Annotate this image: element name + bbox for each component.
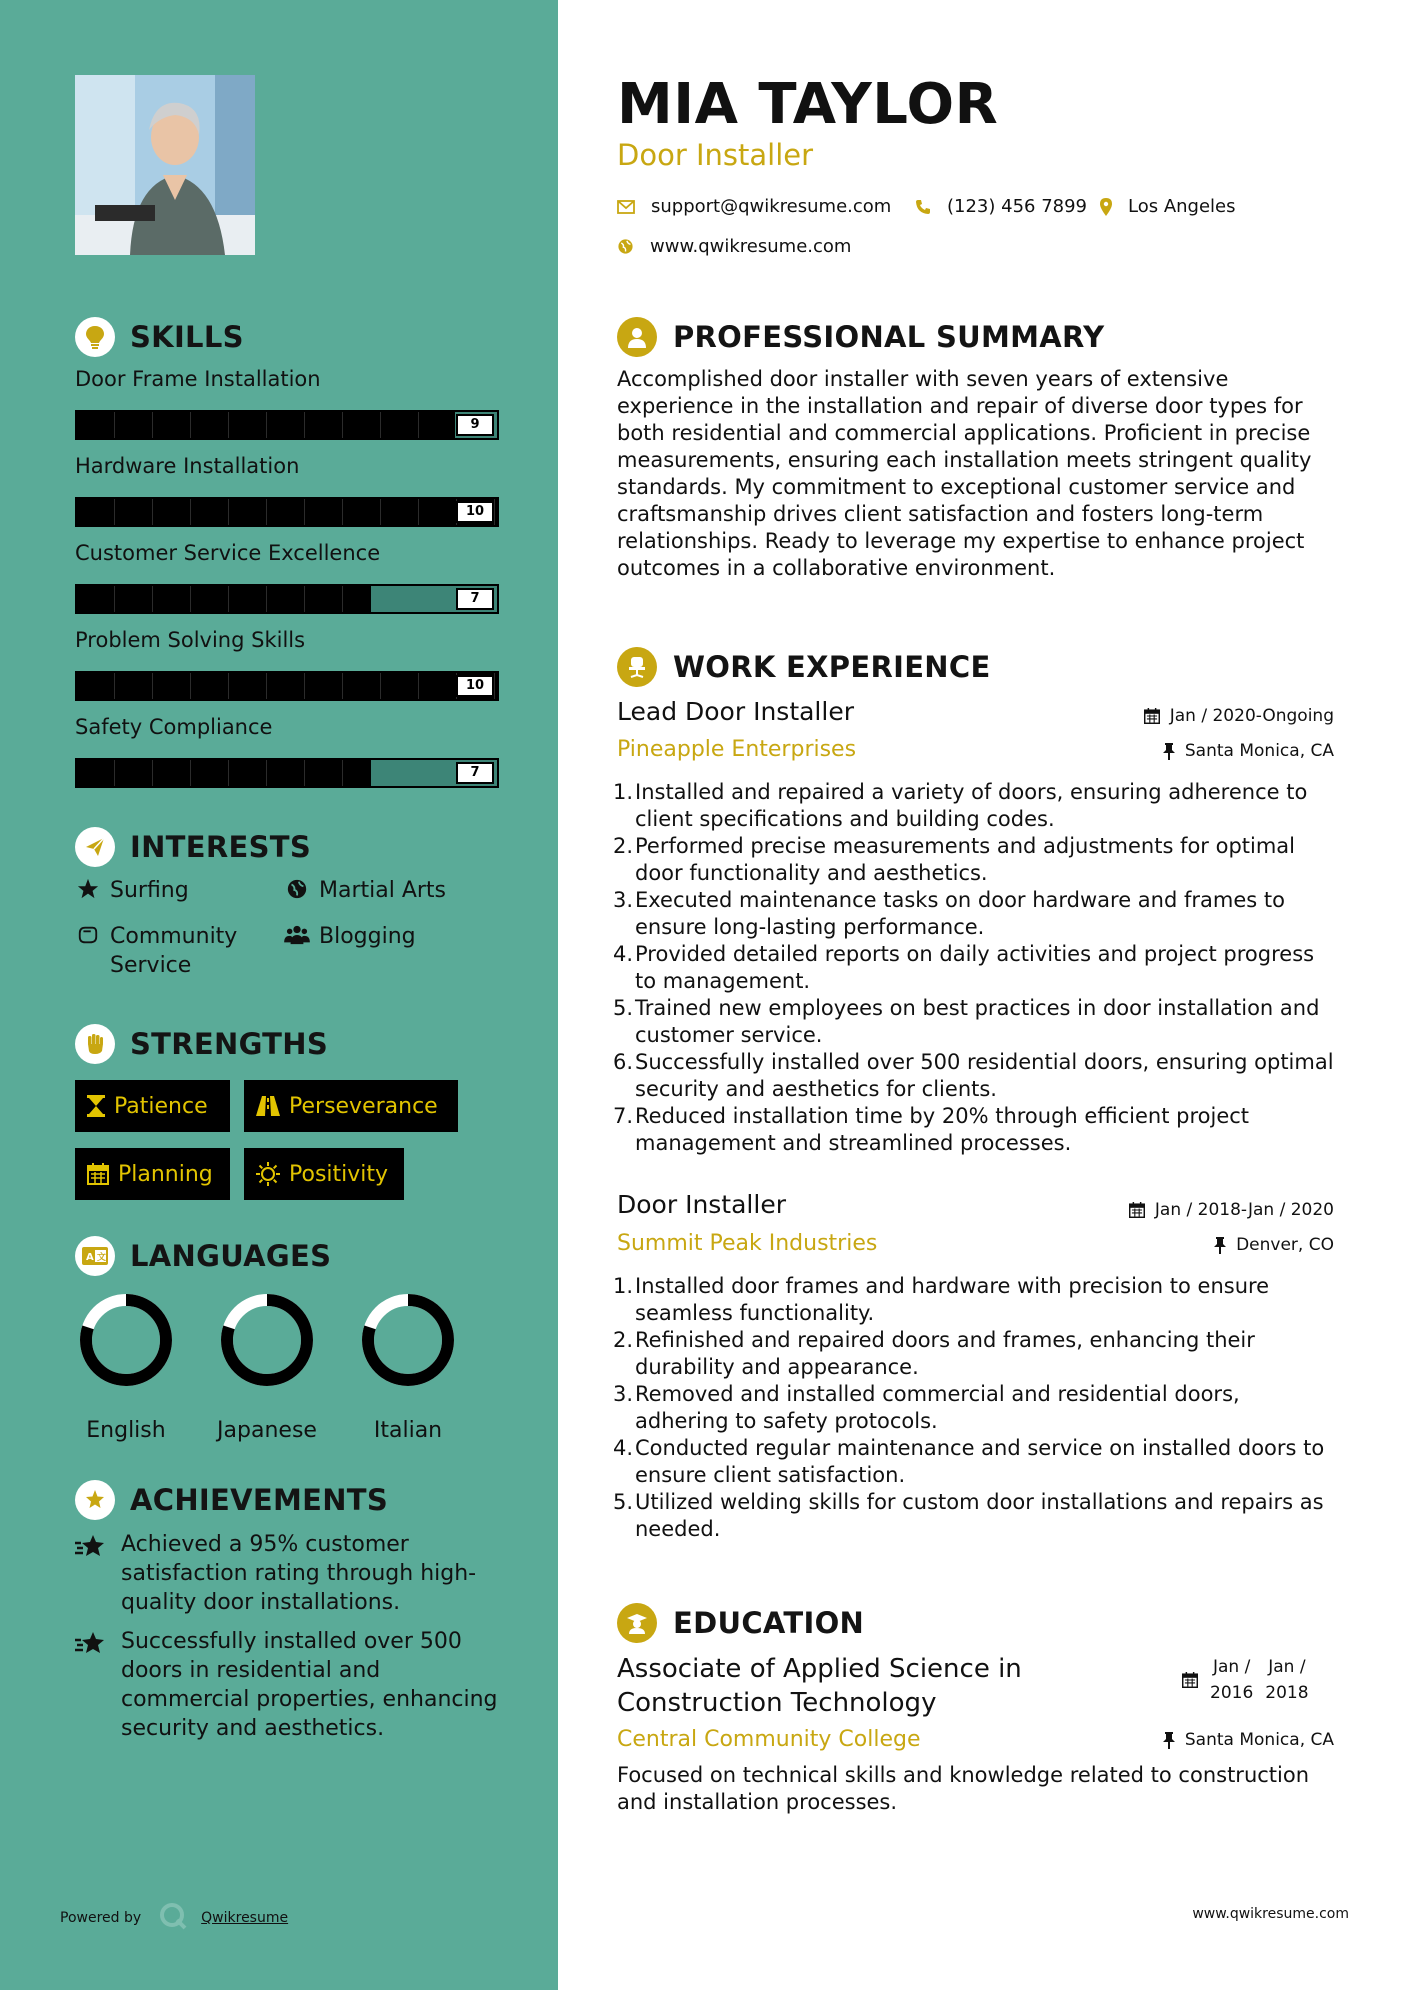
job-location — [1214, 1235, 1334, 1255]
contact-location — [1100, 196, 1236, 217]
list-item: 6. Successfully installed over 500 residential doors, ensuring optimal security and aesthetics for clients. — [613, 1050, 1334, 1101]
paper-plane-icon — [75, 827, 115, 867]
list-item: 4. Conducted regular maintenance and service on installed doors to ensure client satisfaction. — [613, 1436, 1325, 1487]
skill-label: Hardware Installation — [75, 454, 300, 478]
language-label: Italian — [373, 1418, 443, 1443]
strength-label: Positivity — [289, 1161, 389, 1187]
candidate-name: MIA TAYLOR — [617, 72, 999, 137]
skill-item — [75, 541, 499, 614]
summary-title: PROFESSIONAL SUMMARY — [673, 320, 1105, 354]
powered-by — [60, 1902, 288, 1934]
strength-badge — [75, 1148, 230, 1200]
achievements-heading — [75, 1480, 388, 1520]
road-icon — [256, 1096, 280, 1116]
website-text[interactable]: www.qwikresume.com — [650, 236, 852, 257]
translate-icon — [75, 1236, 115, 1276]
contact-email — [617, 196, 891, 217]
skill-bar — [75, 584, 499, 614]
interest-item — [284, 922, 416, 951]
language-gauge — [358, 1290, 458, 1390]
hourglass-icon — [87, 1095, 105, 1117]
skills-title: SKILLS — [130, 320, 244, 354]
skill-bar — [75, 671, 499, 701]
degree-title: Associate of Applied Science in Construction Technology — [617, 1654, 1022, 1718]
strength-badge — [75, 1080, 230, 1132]
skill-bar-fill — [77, 760, 371, 786]
list-item: 3. Executed maintenance tasks on door hardware and frames to ensure long-lasting performance. — [613, 888, 1285, 939]
list-item: 4. Provided detailed reports on daily activities and project progress to management. — [613, 942, 1315, 993]
school-name: Central Community College — [617, 1727, 921, 1752]
language-gauge — [217, 1290, 317, 1390]
list-item: 5. Trained new employees on best practices in door installation and customer service. — [613, 996, 1320, 1047]
job-position: Door Installer — [617, 1190, 786, 1219]
list-item: 3. Removed and installed commercial and residential doors, adhering to safety protocols. — [613, 1382, 1240, 1433]
skill-bar-fill — [77, 412, 455, 438]
achievement-text: Achieved a 95% customer satisfaction rating through high-quality door installations. — [121, 1532, 477, 1615]
skill-label: Customer Service Excellence — [75, 541, 381, 565]
svg-text:A: A — [86, 1252, 94, 1263]
list-item: 2. Performed precise measurements and adjustments for optimal door functionality and aesthetics. — [613, 834, 1296, 885]
qwikresume-link[interactable]: Qwikresume — [201, 1910, 289, 1926]
job-location — [1163, 741, 1334, 761]
list-item: 2. Refinished and repaired doors and frames, enhancing their durability and appearance. — [613, 1328, 1255, 1379]
interest-label: Martial Arts — [319, 878, 447, 903]
interest-label: Blogging — [319, 924, 416, 949]
education-end: Jan / 2018 — [1265, 1657, 1309, 1703]
skill-bar-fill — [77, 673, 497, 699]
language-label: Japanese — [217, 1418, 317, 1443]
languages-title: LANGUAGES — [130, 1239, 332, 1273]
phone-icon — [915, 199, 931, 215]
languages-heading — [75, 1236, 331, 1276]
skill-score: 9 — [456, 414, 494, 436]
strength-label: Perseverance — [289, 1093, 438, 1119]
map-pin-icon — [1100, 198, 1112, 216]
svg-text:文: 文 — [97, 1253, 107, 1263]
users-icon — [284, 922, 310, 946]
pushpin-icon — [1214, 1237, 1226, 1254]
pushpin-icon — [1163, 743, 1175, 760]
powered-by-label: Powered by — [60, 1910, 142, 1926]
graduate-icon — [617, 1603, 657, 1643]
education-title: EDUCATION — [673, 1606, 865, 1640]
skill-score: 7 — [456, 588, 494, 610]
skill-bar-fill — [77, 586, 371, 612]
interest-item — [75, 922, 250, 980]
strength-badge — [244, 1080, 458, 1132]
education-location — [1163, 1730, 1334, 1750]
achievement-item — [75, 1530, 515, 1617]
job-location-text: Denver, CO — [1236, 1235, 1334, 1255]
education-location-text: Santa Monica, CA — [1184, 1730, 1334, 1750]
experience-title: WORK EXPERIENCE — [673, 650, 991, 684]
skill-score: 7 — [456, 762, 494, 784]
job-company: Pineapple Enterprises — [617, 737, 857, 762]
language-item — [358, 1290, 458, 1443]
education-heading — [617, 1603, 864, 1643]
job-dates-text: Jan / 2020-Ongoing — [1169, 706, 1334, 726]
email-text[interactable]: support@qwikresume.com — [651, 196, 892, 217]
skill-label: Door Frame Installation — [75, 367, 321, 391]
globe-icon — [617, 238, 634, 255]
calendar-icon — [1182, 1654, 1198, 1706]
summary-text: Accomplished door installer with seven years of extensive experience in the installation and repair of diverse door types for both residential and commercial applications. Proficient in precise measurements, ensuring each installation meets stringent quality standards. My commitment to exceptional customer service and craftsmanship drives client satisfaction and fosters long-term relationships. Ready to leverage my expertise to enhance project outcomes in a collaborative environment. — [617, 367, 1312, 580]
achievements-title: ACHIEVEMENTS — [130, 1483, 389, 1517]
globe-icon — [284, 876, 310, 900]
star-burst-icon — [75, 1627, 107, 1743]
job-company: Summit Peak Industries — [617, 1231, 878, 1256]
skill-score: 10 — [456, 675, 494, 697]
job-bullets — [613, 779, 1337, 1157]
skills-heading — [75, 317, 244, 357]
star-burst-icon — [75, 1530, 107, 1617]
envelope-icon — [617, 200, 635, 214]
interest-item — [75, 876, 189, 905]
skill-label: Problem Solving Skills — [75, 628, 306, 652]
language-item — [76, 1290, 176, 1443]
skill-item — [75, 715, 499, 788]
language-item — [217, 1290, 317, 1443]
sun-icon — [256, 1162, 280, 1186]
skill-bar — [75, 758, 499, 788]
star-icon — [75, 876, 101, 900]
interests-title: INTERESTS — [130, 830, 312, 864]
strengths-heading — [75, 1024, 328, 1064]
location-text: Los Angeles — [1128, 196, 1236, 217]
qwikresume-logo-icon — [159, 1902, 187, 1934]
skill-label: Safety Compliance — [75, 715, 273, 739]
sidebar — [0, 0, 558, 1990]
job-bullets — [613, 1273, 1337, 1543]
education-start: Jan / 2016 — [1210, 1657, 1254, 1703]
skill-item — [75, 628, 499, 701]
list-item: 7. Reduced installation time by 20% through efficient project management and streamlined processes. — [613, 1104, 1250, 1155]
experience-heading — [617, 647, 991, 687]
user-icon — [617, 317, 657, 357]
list-item: 1. Installed door frames and hardware with precision to ensure seamless functionality. — [613, 1274, 1270, 1325]
calendar-icon — [87, 1163, 109, 1185]
skill-item — [75, 367, 499, 440]
profile-photo — [75, 75, 255, 255]
portrait-image — [75, 75, 255, 255]
hand-icon — [75, 922, 101, 946]
job-location-text: Santa Monica, CA — [1184, 741, 1334, 761]
chair-icon — [617, 647, 657, 687]
contact-website — [617, 236, 851, 257]
education-description: Focused on technical skills and knowledge related to construction and installation processes. — [617, 1763, 1310, 1814]
interests-heading — [75, 827, 311, 867]
calendar-icon — [1144, 708, 1160, 724]
interest-label: Community Service — [110, 924, 238, 978]
summary-heading — [617, 317, 1104, 357]
education-dates — [1182, 1654, 1321, 1706]
achievement-text: Successfully installed over 500 doors in residential and commercial properties, enhancing security and aesthetics. — [121, 1629, 498, 1741]
list-item: 5. Utilized welding skills for custom door installations and repairs as needed. — [613, 1490, 1324, 1541]
strengths-title: STRENGTHS — [130, 1027, 329, 1061]
contact-phone — [915, 196, 1087, 217]
strength-badge — [244, 1148, 404, 1200]
skill-bar-fill — [77, 499, 497, 525]
skill-bar — [75, 497, 499, 527]
calendar-icon — [1129, 1202, 1145, 1218]
skill-score: 10 — [456, 501, 494, 523]
job-title: Door Installer — [617, 138, 814, 172]
pushpin-icon — [1163, 1732, 1175, 1749]
job-dates-text: Jan / 2018-Jan / 2020 — [1154, 1200, 1334, 1220]
language-label: English — [86, 1418, 166, 1443]
job-dates — [1144, 706, 1334, 726]
lightbulb-icon — [75, 317, 115, 357]
footer-website[interactable]: www.qwikresume.com — [1192, 1906, 1349, 1922]
job-dates — [1129, 1200, 1334, 1220]
skill-bar — [75, 410, 499, 440]
trophy-star-icon — [75, 1480, 115, 1520]
strength-label: Planning — [118, 1161, 213, 1187]
fist-icon — [75, 1024, 115, 1064]
job-position: Lead Door Installer — [617, 697, 854, 726]
interest-label: Surfing — [110, 878, 189, 903]
interest-item — [284, 876, 446, 905]
strength-label: Patience — [114, 1093, 208, 1119]
skill-item — [75, 454, 499, 527]
language-gauge — [76, 1290, 176, 1390]
phone-text[interactable]: (123) 456 7899 — [947, 196, 1088, 217]
list-item: 1. Installed and repaired a variety of doors, ensuring adherence to client specifications and building codes. — [613, 780, 1308, 831]
achievement-item — [75, 1627, 515, 1743]
